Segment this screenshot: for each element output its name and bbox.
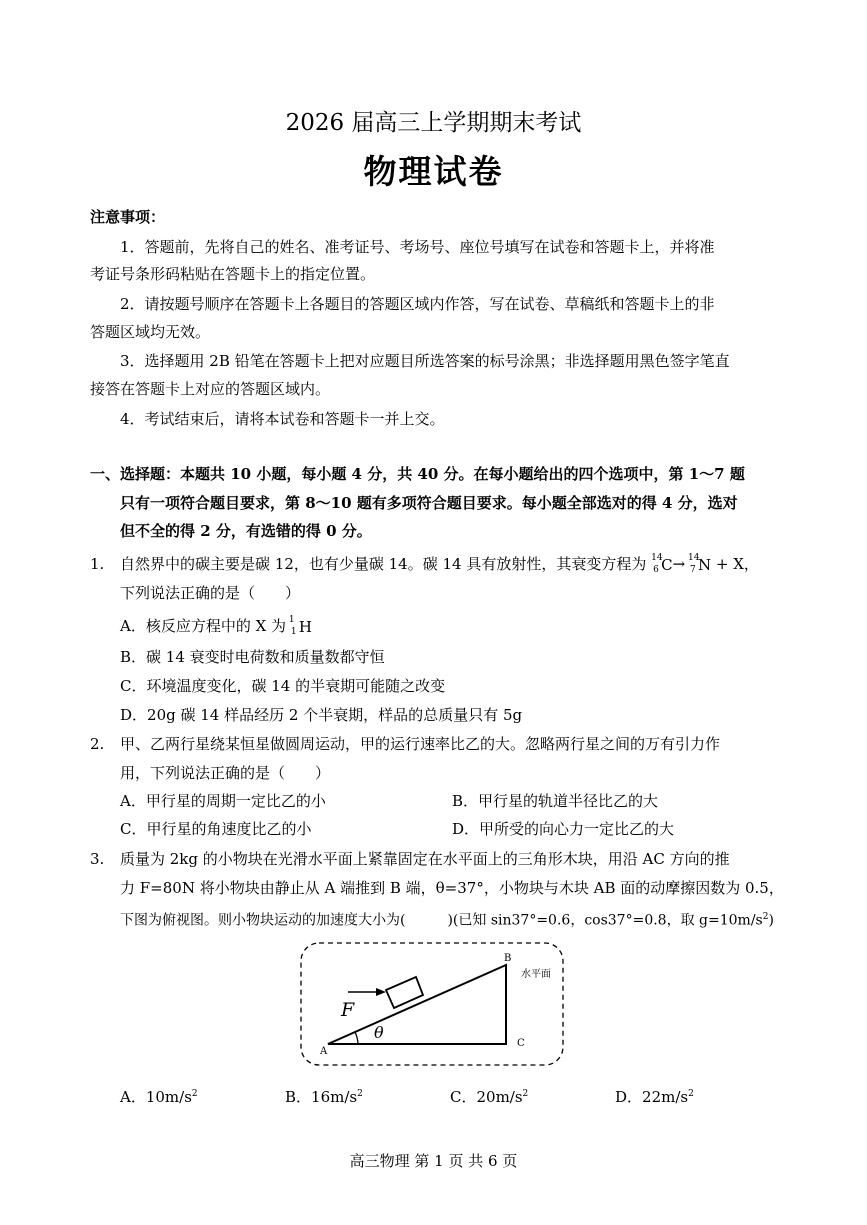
- page-footer: 高三物理 第 1 页 共 6 页: [349, 1152, 518, 1170]
- q3-stem-line3: [120, 906, 774, 932]
- subject-title: 物理试卷: [363, 152, 504, 191]
- q3-stem-line1: 质量为 2kg 的小物块在光滑水平面上紧靠固定在水平面上的三角形木块，用沿 AC 方向的推: [120, 850, 730, 868]
- section1-line2: 只有一项符合题目要求，第 8～10 题有多项符合题目要求。每小题全部选对的得 4 分，选对: [120, 494, 738, 512]
- q2-stem-line1: 甲、乙两行星绕某恒星做圆周运动，甲的运行速率比乙的大。忽略两行星之间的万有引力作: [120, 735, 721, 753]
- notes-heading: 注意事项：: [90, 208, 166, 226]
- angle-arc: [355, 1032, 358, 1044]
- q1-eq-n-symbol: N: [697, 555, 712, 574]
- note-3-line1: 3．选择题用 2B 铅笔在答题卡上把对应题目所选答案的标号涂黑；非选择题用黑色签字笔直: [120, 352, 730, 370]
- q2-option-d: D．甲所受的向心力一定比乙的大: [452, 820, 675, 838]
- q1-option-a-text: A．核反应方程中的 X 为: [120, 617, 291, 635]
- exam-title: 2026 届高三上学期期末考试: [285, 110, 582, 136]
- q1-eq-c-mass: 14: [651, 552, 663, 563]
- q1-option-c: C．环境温度变化，碳 14 的半衰期可能随之改变: [120, 677, 446, 695]
- q3-option-a-sup: 2: [191, 1089, 198, 1099]
- note-4-line1: 4．考试结束后，请将本试卷和答题卡一并上交。: [120, 410, 445, 428]
- q2-option-c: C．甲行星的角速度比乙的小: [120, 820, 312, 838]
- note-1-line2: 考证号条形码粘贴在答题卡上的指定位置。: [90, 265, 376, 283]
- q1-eq-n-z: 7: [689, 564, 696, 575]
- label-horizontal-plane: 水平面: [521, 969, 551, 980]
- q3-option-d-sup: 2: [688, 1089, 694, 1099]
- q2-stem-line2: 用，下列说法正确的是（ ）: [120, 764, 331, 782]
- q3-option-d: [615, 1083, 694, 1108]
- q1-eq-nitrogen: [687, 552, 712, 575]
- q3-stem-line3-text: 下图为俯视图。则小物块运动的加速度大小为( )(已知 sin37°=0.6，cos37°=0.8，取 g=10m/s: [120, 912, 763, 929]
- q3-option-b: [285, 1083, 363, 1108]
- q1-option-a: [120, 615, 312, 637]
- label-a: A: [320, 1046, 328, 1057]
- q1-option-d: D．20g 碳 14 样品经历 2 个半衰期，样品的总质量只有 5g: [120, 706, 523, 724]
- q1-eq-c-symbol: C: [661, 555, 673, 574]
- q1-eq-carbon: [651, 552, 673, 575]
- force-arrow-head: [376, 988, 386, 996]
- q2-option-a: A．甲行星的周期一定比乙的小: [120, 792, 326, 810]
- section1-line1: 一、选择题：本题共 10 小题，每小题 4 分，共 40 分。在每小题给出的四个选项中，第 1～7 题: [90, 465, 745, 483]
- section1-line3: 但不全的得 2 分，有选错的得 0 分。: [120, 522, 372, 540]
- q1-option-a-symbol: H: [298, 617, 312, 636]
- q1-stem-text: 自然界中的碳主要是碳 12，也有少量碳 14。碳 14 具有放射性，其衰变方程为: [120, 555, 647, 573]
- q2-option-b: B．甲行星的轨道半径比乙的大: [452, 792, 659, 810]
- label-f: F: [341, 999, 355, 1021]
- q3-figure-incline: [298, 940, 568, 1070]
- q3-option-a-text: A．10m/s: [120, 1088, 192, 1106]
- q3-option-c-text: C．20m/s: [450, 1088, 523, 1106]
- q1-eq-arrow: →: [672, 555, 686, 573]
- q1-number: 1.: [90, 555, 105, 573]
- q2-number: 2.: [90, 735, 105, 753]
- q1-stem-line1: [120, 553, 759, 575]
- q1-option-a-mass: 1: [288, 614, 295, 625]
- label-theta: θ: [374, 1023, 384, 1042]
- note-2-line2: 答题区域均无效。: [90, 323, 211, 341]
- label-c: C: [517, 1038, 525, 1049]
- q3-stem-line3-sup: 2: [762, 912, 769, 922]
- note-3-line2: 接答在答题卡上对应的答题区域内。: [90, 380, 331, 398]
- q3-option-d-text: D．22m/s: [615, 1088, 689, 1106]
- q3-number: 3.: [90, 850, 105, 868]
- note-2-line1: 2．请按题号顺序在答题卡上各题目的答题区域内作答，写在试卷、草稿纸和答题卡上的非: [120, 295, 715, 313]
- q1-eq-tail: + X，: [711, 555, 759, 573]
- note-1-line1: 1．答题前，先将自己的姓名、准考证号、考场号、座位号填写在试卷和答题卡上，并将准: [120, 238, 715, 256]
- q3-stem-line3-close: ): [768, 912, 774, 929]
- q3-option-b-sup: 2: [357, 1089, 363, 1099]
- q3-option-a: [120, 1083, 198, 1108]
- q1-eq-c-z: 6: [653, 564, 659, 575]
- q1-option-a-z: 1: [290, 626, 297, 637]
- q3-option-c-sup: 2: [522, 1089, 529, 1099]
- q1-option-a-hydrogen: [288, 614, 312, 637]
- q3-option-b-text: B．16m/s: [285, 1088, 358, 1106]
- label-b: B: [504, 953, 512, 964]
- q3-stem-line2: 力 F=80N 将小物块由静止从 A 端推到 B 端，θ=37°，小物块与木块 AB 面的动摩擦因数为 0.5，: [120, 879, 784, 897]
- q3-option-c: [450, 1083, 528, 1108]
- q1-stem-line2: 下列说法正确的是（ ）: [120, 584, 301, 602]
- q1-option-b: B．碳 14 衰变时电荷数和质量数都守恒: [120, 648, 385, 666]
- q1-eq-n-mass: 14: [687, 552, 700, 563]
